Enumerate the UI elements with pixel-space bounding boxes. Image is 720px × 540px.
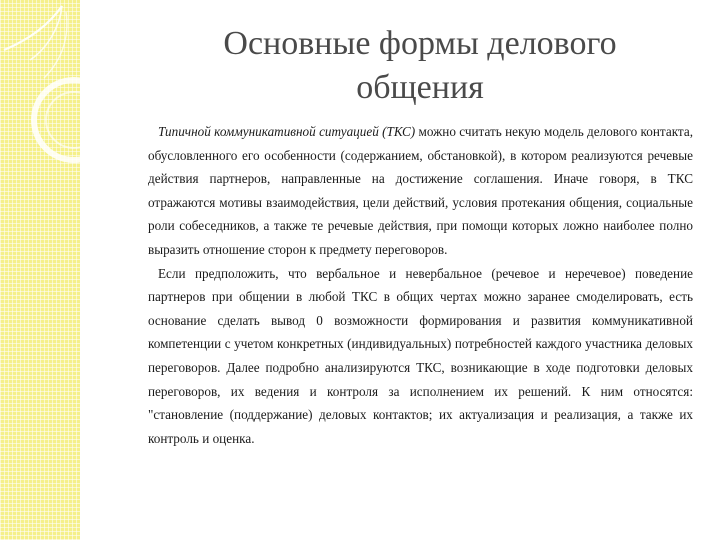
term-tks: Типичной коммуникативной ситуацией (ТКС) xyxy=(158,124,416,139)
paragraph-1-text: можно считать некую модель делового контакта, обусловленного его особенности (содержанием, обстановкой), в котором реализуются речевые действия партнеров, направленные на достижение соглашения. Иначе говоря, в ТКС отражаются мотивы взаимодействия, цели действий, условия протекания общения, социальные роли собеседников, а также те речевые действия, при помощи которых ложно наиболее полно выразить отношение сторон к предмету переговоров. xyxy=(148,124,693,257)
decorative-swirl xyxy=(0,0,120,200)
slide-title-line-1: Основные формы делового xyxy=(223,25,617,62)
slide-title xyxy=(120,22,720,110)
paragraph-1 xyxy=(148,120,693,262)
paragraph-2: Если предположить, что вербальное и невербальное (речевое и неречевое) поведение партнеров при общении в любой ТКС в общих чертах можно заранее смоделировать, есть основание сделать вывод 0 возможности формирования и развития коммуникативной компетенции с учетом конкретных (индивидуальных) потребностей каждого участника деловых переговоров. Далее подробно анализируются ТКС, возникающие в ходе подготовки деловых переговоров, их ведения и контроля за исполнением их решений. К ним относятся: "становление (поддержание) деловых контактов; их актуализация и реализация, а также их контроль и оценка. xyxy=(148,265,693,446)
slide-title-line-2: общения xyxy=(356,69,484,106)
slide-body xyxy=(148,120,693,450)
